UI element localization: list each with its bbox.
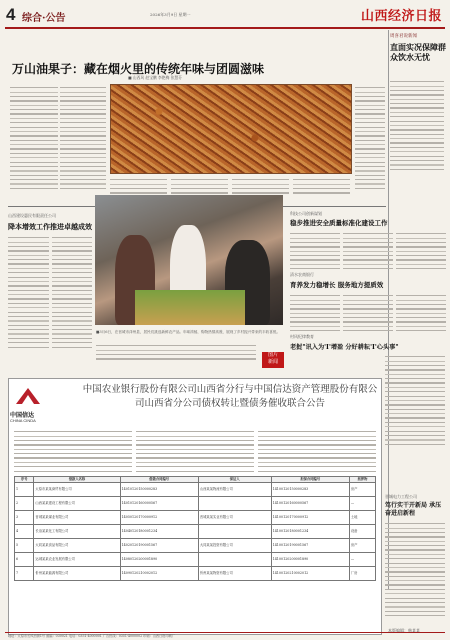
table-cell: 14010120160000567 [120, 496, 198, 510]
col-header-borrower: 借款人名称 [34, 477, 120, 483]
right-article-3-body [290, 292, 446, 335]
table-cell: 14100120160000567 [271, 496, 349, 510]
editor-note: 本版编辑：韩某某 [388, 628, 420, 633]
table-cell: 14090120210002012 [120, 566, 198, 580]
col-header-guarantor: 保证人 [198, 477, 271, 483]
page-number: 4 [6, 5, 16, 24]
table-cell: 忻州某某能源有限公司 [34, 566, 120, 580]
table-cell [198, 552, 271, 566]
table-cell: — [349, 552, 375, 566]
table-cell: 房产 [349, 482, 375, 496]
table-row [15, 552, 376, 566]
sidebar-kicker: 周喜君说新闻 [390, 34, 417, 39]
table-cell: 14040120180001234 [120, 524, 198, 538]
table-cell: 太原市某某商贸有限公司 [34, 482, 120, 496]
table-cell: 山西某某物流有限公司 [198, 482, 271, 496]
photo-news-tag: 图片 新闻 [262, 352, 284, 368]
logo-english-name: CHINA CINDA [10, 418, 36, 423]
table-cell: 长治某某化工有限公司 [34, 524, 120, 538]
table-cell: 14080120200001890 [120, 552, 198, 566]
table-cell: 大同某某食品有限公司 [34, 538, 120, 552]
feature-body-col-2 [60, 84, 106, 192]
table-cell: 运城某某农业发展有限公司 [34, 552, 120, 566]
table-row [15, 566, 376, 580]
table-row [15, 524, 376, 538]
table-cell: 土地 [349, 510, 375, 524]
col-header-guarantee-contract: 担保合同编号 [271, 477, 349, 483]
right-article-3-kicker: 清水农商银行 [290, 272, 314, 277]
right-article-4-headline: 老挝"讯入为'I'增盈 分好耕耘'I'心头事" [290, 344, 399, 351]
table-cell: 6 [15, 552, 34, 566]
table-row [15, 482, 376, 496]
col-header-no: 序号 [15, 477, 34, 483]
table-cell: 14100120210002012 [271, 566, 349, 580]
table-cell: 忻州某某物资有限公司 [198, 566, 271, 580]
table-cell: 晋城某某煤业有限公司 [34, 510, 120, 524]
masthead-logo: 山西经济日报 [360, 9, 442, 24]
right-article-4-kicker: 村风纪律教育 [290, 334, 314, 339]
right-article-5-headline: 笃行实干开新局 承压奋进启新程 [385, 502, 442, 517]
right-article-2-kicker: 科技公司创新谋划 [290, 211, 322, 216]
china-cinda-logo [14, 386, 42, 406]
photo-caption-body [96, 342, 256, 363]
table-cell: 14050120170000912 [120, 510, 198, 524]
table-cell: 厂房 [349, 566, 375, 580]
table-cell: 14020120190001567 [120, 538, 198, 552]
table-cell: 1 [15, 482, 34, 496]
notice-title: 中国农业银行股份有限公司山西省分行与中国信达资产管理股份有限公司山西省分公司债权转让暨债务催收联合公告 [82, 384, 378, 409]
feature-byline: ■ 山西风 赵宝鹏 李艳梅 张慧芬 [128, 75, 182, 80]
right-article-5-body [385, 520, 445, 619]
sidebar-body [390, 78, 444, 173]
footer-rule [5, 632, 445, 633]
table-cell: 7 [15, 566, 34, 580]
table-cell: — [349, 496, 375, 510]
table-row [15, 510, 376, 524]
feature-body-col-4 [355, 84, 385, 192]
table-cell: 晋城某某实业有限公司 [198, 510, 271, 524]
table-cell: 5 [15, 538, 34, 552]
fried-dough-photo [110, 84, 352, 174]
photo-caption: ■3月6日，在晋城市泽州县，居民们挑选新鲜农产品。年味浓郁，购物热情高涨，展现了乡村振兴带来的丰收喜悦。 [96, 330, 281, 334]
right-article-2-headline: 稳步推进安全质量标准化建设工作 [290, 219, 388, 227]
col-header-contract: 借款合同编号 [120, 477, 198, 483]
table-cell: 3 [15, 510, 34, 524]
feature-headline: 万山油果子：藏在烟火里的传统年味与团圆滋味 [12, 62, 265, 76]
table-cell: 设备 [349, 524, 375, 538]
table-cell: 14100120180001234 [271, 524, 349, 538]
table-cell: 14010120150000283 [120, 482, 198, 496]
right-article-3-headline: 育养发力稳增长 服务地方提质效 [290, 281, 384, 289]
footer-info: 地址：太原市长风西街1号 邮编：030021 电话：0351-4000001 广告热线：0351-4000002 印刷：山西日报印刷厂 [8, 634, 176, 638]
table-cell: 14100120150000283 [271, 482, 349, 496]
creditor-table [14, 476, 376, 581]
table-cell: 大同某某投资有限公司 [198, 538, 271, 552]
table-cell: 14100120200001890 [271, 552, 349, 566]
table-cell: 14100120170000912 [271, 510, 349, 524]
table-cell: 2 [15, 496, 34, 510]
sidebar-headline: 直面实况保障群众饮水无忧 [390, 42, 446, 62]
section-name: 综合·公告 [22, 13, 66, 24]
header-rule [5, 27, 445, 29]
left-article-body [8, 234, 92, 351]
issue-date: 2026年3月9日 星期一 [150, 12, 191, 17]
right-article-2-body [290, 230, 446, 273]
notice-body [14, 428, 376, 475]
right-article-5-kicker: 晋城电力工程公司 [385, 494, 417, 499]
table-row [15, 538, 376, 552]
table-cell: 房产 [349, 538, 375, 552]
left-article-kicker: 山西建设惠民有限责任公司 [8, 213, 56, 218]
table-cell: 4 [15, 524, 34, 538]
feature-body-col-3 [110, 176, 350, 197]
table-row [15, 496, 376, 510]
feature-body-col-1 [10, 84, 58, 192]
produce-stall [135, 290, 245, 325]
table-cell: 14100120190001567 [271, 538, 349, 552]
col-header-collateral: 抵押物 [349, 477, 375, 483]
table-cell: 山西某某建设工程有限公司 [34, 496, 120, 510]
table-cell [198, 524, 271, 538]
right-article-4-body [385, 353, 445, 448]
left-article-headline: 降本增效工作推进卓越成效 [8, 222, 92, 231]
market-photo [95, 195, 283, 325]
logo-chinese-name: 中国信达 [10, 412, 35, 419]
table-cell [198, 496, 271, 510]
